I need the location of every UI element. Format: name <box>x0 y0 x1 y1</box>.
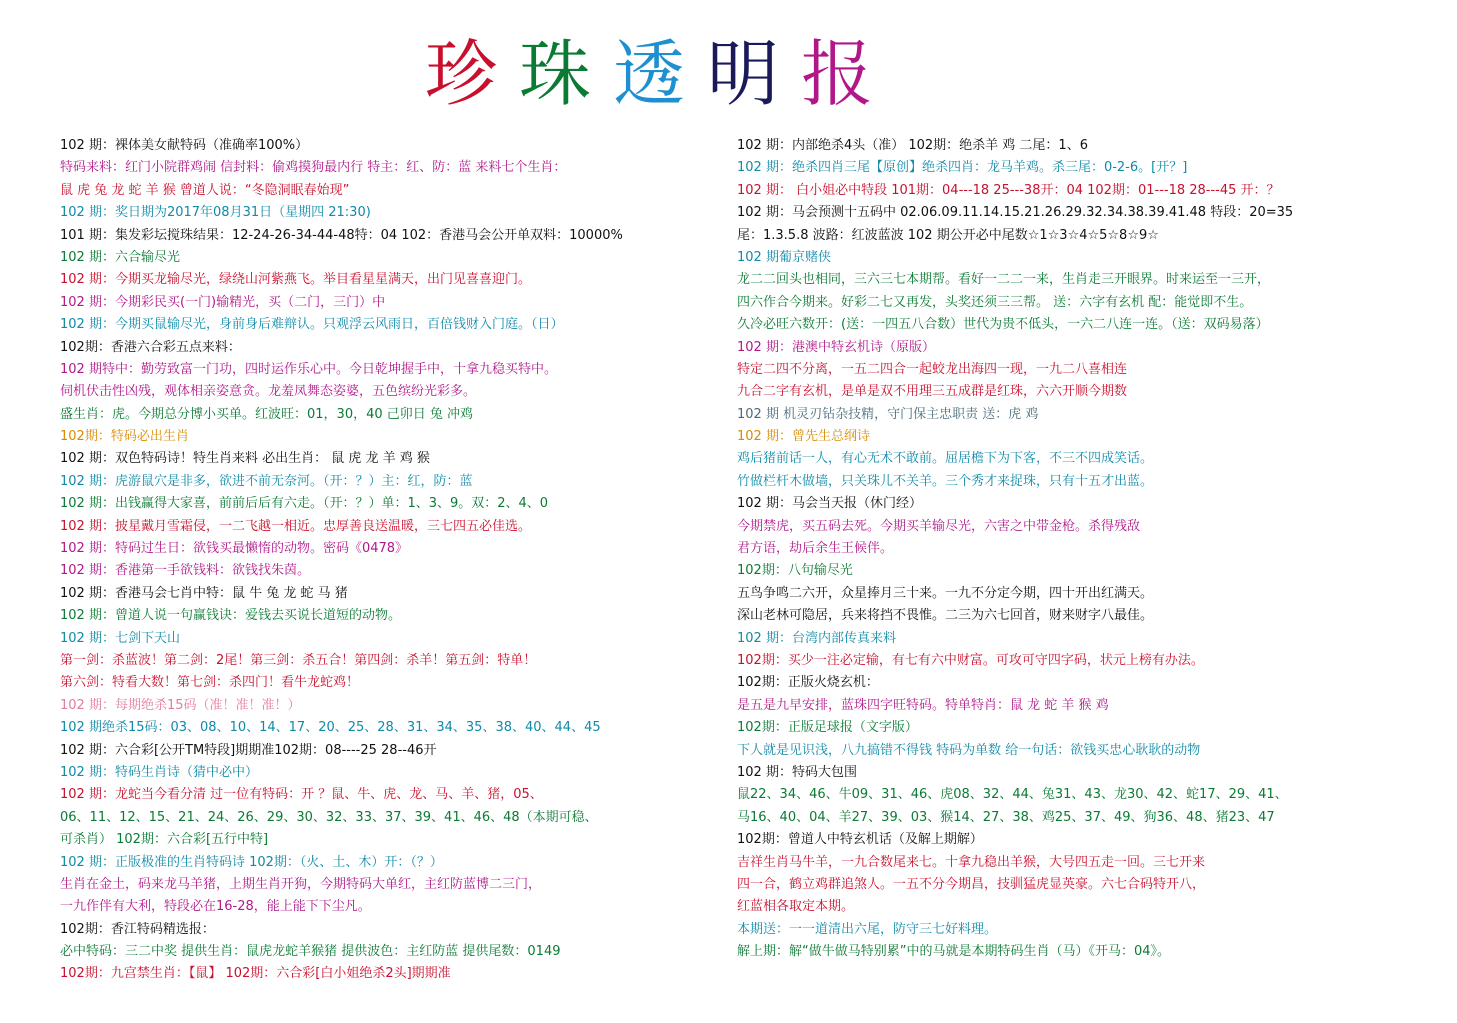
text-line: 102 期：特码过生日：欲钱买最懒惰的动物。密码《0478》 <box>60 541 409 557</box>
text-line: 102期：九宫禁生肖：【鼠】 102期：六合彩[白小姐绝杀2头]期期准 <box>60 966 451 982</box>
text-line: 102 期：今期买龙输尽光，绿绕山河紫燕飞。举目看星星满天，出门见喜喜迎门。 <box>60 272 531 288</box>
text-line: 102 期：今期彩民买(一门)输精光，买（二门，三门）中 <box>60 294 386 310</box>
text-line: 鼠 虎 兔 龙 蛇 羊 猴 曾道人说：“冬隐洞眠春始现” <box>60 182 350 198</box>
text-line: 伺机伏击性凶残，观体相亲姿意贪。龙羞凤舞态姿婆，五色缤纷光彩多。 <box>60 384 477 400</box>
title-char-5: 报 <box>801 32 896 116</box>
text-line: 102 期：特码生肖诗（猜中必中） <box>60 764 258 780</box>
text-line: 可杀肖） 102期：六合彩[五行中特] <box>60 832 269 848</box>
text-line: 102 期：裸体美女献特码（准确率100%） <box>60 138 309 153</box>
text-line: 红蓝相各取定本期。 <box>737 899 855 915</box>
text-line: 102 期：香港马会七肖中特：鼠 牛 兔 龙 蛇 马 猪 <box>60 585 348 601</box>
text-line: 102 期：特码大包围 <box>737 764 857 780</box>
title-char-2: 珠 <box>518 32 613 116</box>
text-line: 102期：正版火烧玄机： <box>737 675 879 691</box>
title-char-1: 珍 <box>424 32 519 116</box>
text-line: 生肖在金土，码来龙马羊猪，上期生肖开狗，今期特码大单红，主红防蓝博二三门， <box>60 876 542 892</box>
text-line: 102期：香江特码精选报： <box>60 921 215 937</box>
text-line: 君方语，劫后余生王候伴。 <box>737 541 894 557</box>
text-line: 九合二字有玄机，是单是双不用理三五成群是红珠，六六开顺今期数 <box>737 384 1128 400</box>
text-line: 本期送：一一道清出六尾，防守三七好料理。 <box>737 921 998 937</box>
text-line: 鼠22、34、46、牛09、31、46、虎08、32、44、兔31、43、龙30、42、蛇17、29、41、 <box>737 787 1288 803</box>
text-line: 下人就是见识浅，八九搞错不得钱 特码为单数 给一句话：欲钱买忠心耿耿的动物 <box>737 742 1201 758</box>
text-line: 102 期：香港第一手欲钱料：欲钱找朱茵。 <box>60 563 310 579</box>
text-line: 102 期：每期绝杀15码（准！准！准！） <box>60 697 301 713</box>
text-line: 102 期：今期买鼠输尽光，身前身后难辩认。只观浮云风雨日，百倍钱财入门庭。（日） <box>60 317 564 333</box>
text-line: 102期：正版足球报（文字版） <box>737 720 918 736</box>
text-line: 102 期 机灵刃钻杂技精，守门保主忠职责 送：虎 鸡 <box>737 406 1039 422</box>
text-line: 102 期：内部绝杀4头（准） 102期：绝杀羊 鸡 二尾：1、6 <box>737 138 1088 153</box>
text-line: 102 期：曾先生总纲诗 <box>737 429 870 445</box>
text-line: 龙二二回头也相同，三六三七本期帮。看好一二二一来，生肖走三开眼界。时来运至一三开， <box>737 272 1271 288</box>
text-line: 102 期：台湾内部传真来料 <box>737 630 896 646</box>
text-line: 102期：曾道人中特玄机话（及解上期解） <box>737 832 983 848</box>
text-line: 102 期：虎游鼠穴是非多，欲进不前无奈河。（开：？）主：红，防：蓝 <box>60 473 473 489</box>
text-line: 尾：1.3.5.8 波路：红波蓝波 102 期公开必中尾数☆1☆3☆4☆5☆8☆9☆ <box>737 227 1159 243</box>
text-line: 102 期：奖日期为2017年08月31日（星期四 21:30) <box>60 205 371 221</box>
text-line: 深山老林可隐居，兵来将挡不畏惟。二三为六七回首，财来财字八最佳。 <box>737 608 1154 624</box>
text-line: 102 期：披星戴月雪霜侵，一二飞越一相近。忠厚善良送温暖，三七四五必佳选。 <box>60 518 531 534</box>
text-line: 解上期：解“做牛做马特别累”中的马就是本期特码生肖（马）《开马：04》。 <box>737 944 1171 960</box>
text-line: 102 期：双色特码诗！特生肖来料 必出生肖： 鼠 虎 龙 羊 鸡 猴 <box>60 451 430 467</box>
text-line: 102 期特中：勤劳致富一门功，四时运作乐心中。今日乾坤握手中，十拿九稳买特中。 <box>60 361 557 377</box>
text-line: 吉祥生肖马牛羊，一九合数尾来七。十拿九稳出羊猴，大号四五走一回。三七开来 <box>737 854 1206 870</box>
text-line: 102 期：出钱赢得大家喜，前前后后有六走。（开：？）单：1、3、9。双：2、4、0 <box>60 496 549 512</box>
text-line: 102期：香港六合彩五点来料： <box>60 339 241 355</box>
text-line: 102 期：七剑下天山 <box>60 630 180 646</box>
left-column <box>60 135 725 986</box>
text-line: 第六剑：特看大数！第七剑：杀四门！看牛龙蛇鸡！ <box>60 675 360 691</box>
text-line: 久冷必旺六数开：(送：一四五八合数）世代为贵不低头，一六二八连一连。（送：双码易落） <box>737 317 1269 333</box>
right-column <box>737 135 1437 963</box>
text-line: 第一剑：杀蓝波！第二剑：2尾！第三剑：杀五合！第四剑：杀羊！第五剑：特单！ <box>60 652 537 668</box>
title-char-4: 明 <box>707 32 802 116</box>
text-line: 102 期： 白小姐必中特段 101期：04---18 25---38开：04 102期：01---18 28---45 开：？ <box>737 182 1280 198</box>
text-line: 102期：买少一注必定输，有七有六中财富。可攻可守四字码，状元上榜有办法。 <box>737 652 1204 668</box>
text-line: 102 期：马会当天报（休门经） <box>737 496 922 512</box>
text-line: 102 期：港澳中特玄机诗（原版） <box>737 339 935 355</box>
text-line: 102 期葡京赌侠 <box>737 249 831 265</box>
text-line: 102 期：正版极准的生肖特码诗 102期：（火、土、木）开：（？） <box>60 854 443 870</box>
text-line: 鸡后猪前话一人，有心无术不敢前。屈居檐下为下客，不三不四成笑话。 <box>737 451 1154 467</box>
text-line: 一九作伴有大利，特段必在16-28，能上能下下尘凡。 <box>60 899 371 915</box>
text-line: 特码来料：红门小院群鸡闹 信封料：偷鸡摸狗最内行 特主：红、防：蓝 来料七个生肖： <box>60 160 567 176</box>
text-line: 101 期：集发彩坛搅珠结果：12-24-26-34-44-48特：04 102：香港马会公开单双料：10000% <box>60 227 623 243</box>
title-char-3: 透 <box>612 32 707 116</box>
text-line: 102 期：六合彩[公开TM特段]期期准102期：08----25 28--46开 <box>60 742 437 758</box>
text-line: 四一合，鹤立鸡群追煞人。一五不分今期昌，技驯猛虎显英豪。六七合码特开八， <box>737 876 1206 892</box>
text-line: 102 期绝杀15码：03、08、10、14、17、20、25、28、31、34、35、38、40、44、45 <box>60 720 601 736</box>
text-line: 五鸟争鸣二六开，众星捧月三十来。一九不分定今期，四十开出红满天。 <box>737 585 1154 601</box>
text-line: 马16、40、04、羊27、39、03、猴14、27、38、鸡25、37、49、狗36、48、猪23、47 <box>737 809 1275 825</box>
text-line: 102 期：马会预测十五码中 02.06.09.11.14.15.21.26.29.32.34.38.39.41.48 特段：20=35 <box>737 205 1294 221</box>
text-line: 四六作合今期来。好彩二七又再发，头奖还须三三帮。 送：六字有玄机 配：能觉即不生。 <box>737 294 1253 310</box>
text-line: 竹做栏杆木做墙，只关珠儿不关羊。三个秀才来捉珠，只有十五才出蓝。 <box>737 473 1154 489</box>
text-line: 特定二四不分离，一五二四合一起蛟龙出海四一现，一九二八喜相连 <box>737 361 1128 377</box>
text-line: 102 期：龙蛇当今看分清 过一位有特码：开 ？鼠、牛、虎、龙、马、羊、猪，05、 <box>60 787 543 803</box>
text-line: 今期禁虎，买五码去死。今期买羊输尽光，六害之中带金枪。杀得残敌 <box>737 518 1141 534</box>
text-line: 是五是九早安排，蓝珠四字旺特码。特单特肖：鼠 龙 蛇 羊 猴 鸡 <box>737 697 1109 713</box>
text-line: 盛生肖：虎。今期总分博小买单。红波旺：01，30，40 己卯日 兔 冲鸡 <box>60 406 474 422</box>
text-line: 102 期：六合输尽光 <box>60 249 180 265</box>
text-line: 102期：特码必出生肖 <box>60 429 189 445</box>
text-line: 06、11、12、15、21、24、26、29、30、32、33、37、39、41、46、48（本期可稳、 <box>60 809 598 825</box>
text-line: 102 期：曾道人说一句赢钱诀：爱钱去买说长道短的动物。 <box>60 608 401 624</box>
masthead-title <box>0 34 1320 114</box>
text-line: 102 期：绝杀四肖三尾【原创】绝杀四肖：龙马羊鸡。杀三尾：0-2-6。[开？] <box>737 160 1188 176</box>
text-line: 必中特码：三二中奖 提供生肖：鼠虎龙蛇羊猴猪 提供波色：主红防蓝 提供尾数：0149 <box>60 944 561 960</box>
text-line: 102期：八句输尽光 <box>737 563 853 579</box>
